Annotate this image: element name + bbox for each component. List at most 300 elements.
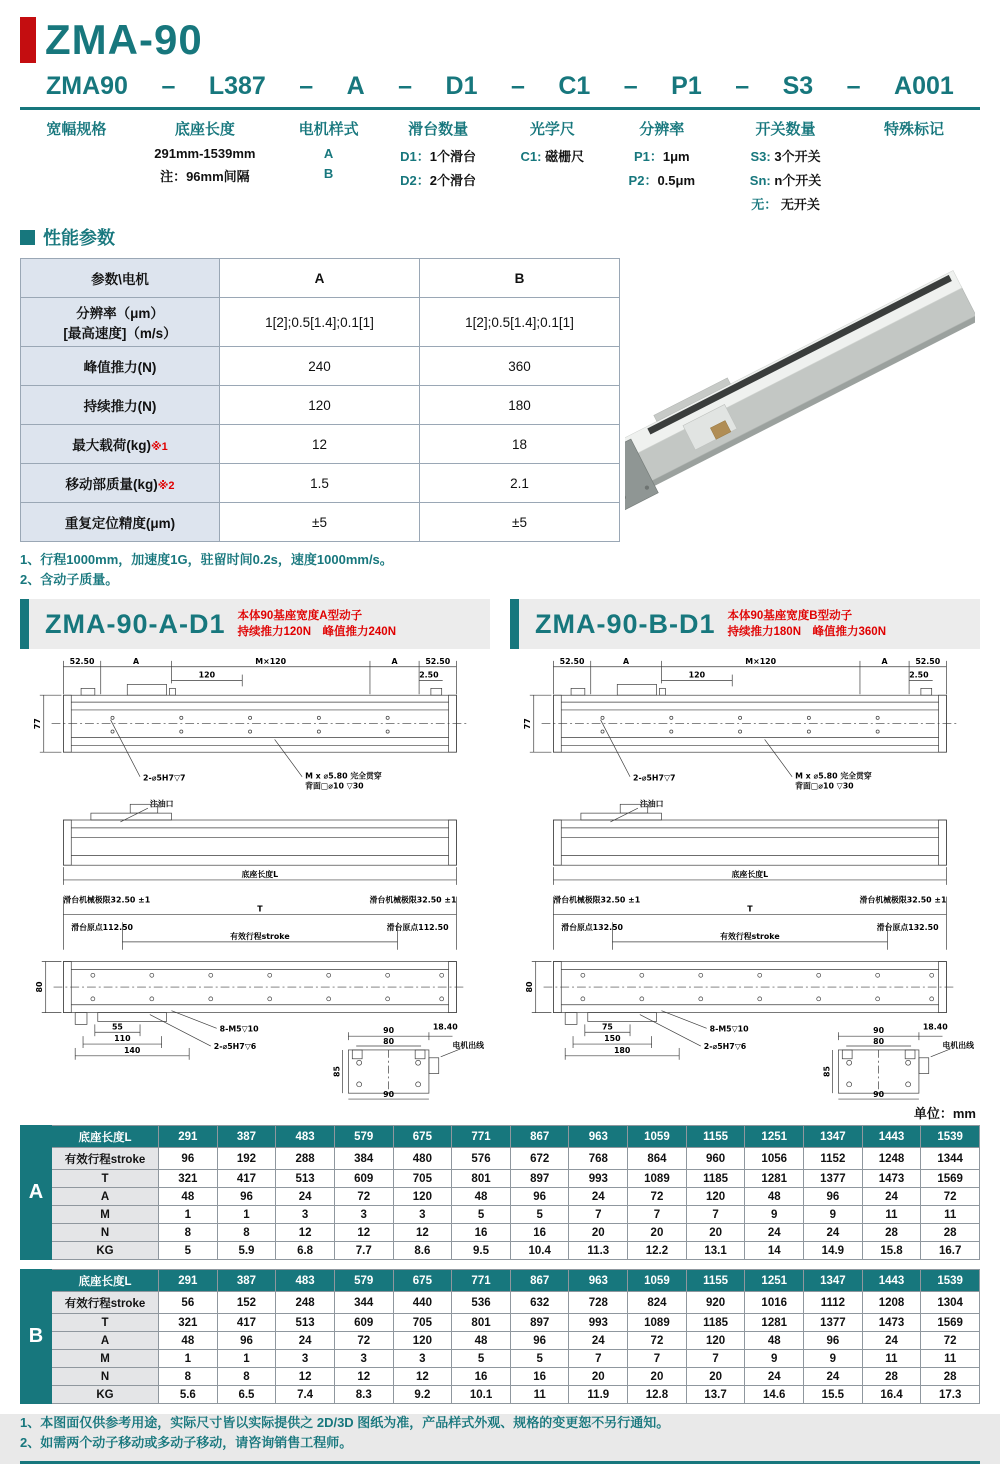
option-column-special [852, 118, 976, 218]
cell-value: 440 [393, 1292, 452, 1314]
cell-value: 5 [510, 1350, 569, 1368]
column-header-value: 963 [569, 1270, 628, 1292]
option-item: P2：0.5μm [628, 173, 696, 188]
column-header-value: 1539 [921, 1126, 980, 1148]
engineering-drawing-b [510, 651, 980, 1103]
option-item: Sn: n个开关 [749, 173, 822, 188]
cell-value: 12.2 [628, 1242, 687, 1260]
cell-value: 8 [217, 1224, 276, 1242]
row-label: 有效行程stroke [52, 1148, 159, 1170]
svg-text:2-⌀5H7▽7: 2-⌀5H7▽7 [142, 773, 186, 783]
table-row [21, 1314, 980, 1332]
option-item: D1：1个滑台 [400, 149, 477, 164]
svg-text:150: 150 [604, 1034, 621, 1044]
square-bullet-icon [20, 230, 35, 245]
perf-value: 1[2];0.5[1.4];0.1[1] [220, 298, 420, 347]
cell-value: 5.9 [217, 1242, 276, 1260]
cell-value: 728 [569, 1292, 628, 1314]
performance-table [20, 258, 620, 542]
svg-text:8-M5▽10: 8-M5▽10 [219, 1024, 259, 1034]
unit-label: 单位：mm [913, 1106, 976, 1121]
perf-header-b: B [420, 259, 620, 298]
code-segment: S3 [782, 72, 814, 100]
column-header-value: 579 [334, 1270, 393, 1292]
svg-text:2.50: 2.50 [419, 670, 439, 680]
cell-value: 24 [276, 1332, 335, 1350]
red-accent-bar [20, 17, 36, 63]
panel-a [20, 599, 490, 1103]
row-label: 有效行程stroke [52, 1292, 159, 1314]
table-row [21, 503, 620, 542]
perf-value: 1[2];0.5[1.4];0.1[1] [420, 298, 620, 347]
cell-value: 1 [217, 1350, 276, 1368]
cell-value: 3 [276, 1350, 335, 1368]
svg-text:滑台机械极限32.50 ±1: 滑台机械极限32.50 ±1 [859, 895, 947, 905]
table-row [21, 1386, 980, 1404]
option-column-width [24, 118, 129, 218]
cell-value: 10.1 [452, 1386, 511, 1404]
svg-text:电机出线: 电机出线 [452, 1040, 484, 1050]
row-label: T [52, 1314, 159, 1332]
cell-value: 248 [276, 1292, 335, 1314]
cell-value: 1152 [804, 1148, 863, 1170]
cell-value: 3 [393, 1350, 452, 1368]
cell-value: 72 [921, 1332, 980, 1350]
cell-value: 1377 [804, 1314, 863, 1332]
code-segment: C1 [558, 72, 591, 100]
table-row [21, 259, 620, 298]
code-separator: – [846, 72, 861, 100]
cell-value: 11.9 [569, 1386, 628, 1404]
cell-value: 8 [159, 1368, 218, 1386]
table-row [21, 1332, 980, 1350]
cell-value: 15.5 [804, 1386, 863, 1404]
cell-value: 9 [745, 1206, 804, 1224]
cell-value: 16 [452, 1368, 511, 1386]
code-separator: – [623, 72, 638, 100]
column-header-value: 1539 [921, 1270, 980, 1292]
cell-value: 20 [628, 1368, 687, 1386]
cell-value: 5.6 [159, 1386, 218, 1404]
cell-value: 7 [686, 1206, 745, 1224]
column-header-value: 675 [393, 1126, 452, 1148]
cell-value: 120 [686, 1332, 745, 1350]
panel-subtitle: 本体90基座宽度A型动子 持续推力120N 峰值推力240N [237, 609, 396, 638]
code-separator: – [299, 72, 314, 100]
cell-value: 24 [862, 1188, 921, 1206]
column-header-value: 1059 [628, 1126, 687, 1148]
cell-value: 48 [745, 1188, 804, 1206]
column-header-value: 387 [217, 1270, 276, 1292]
column-header-value: 483 [276, 1126, 335, 1148]
row-label: M [52, 1350, 159, 1368]
svg-text:A: A [391, 656, 398, 666]
perf-value: 180 [420, 386, 620, 425]
code-segment: D1 [445, 72, 478, 100]
dimension-table-b [20, 1269, 980, 1404]
cell-value: 513 [276, 1170, 335, 1188]
svg-text:滑台原点112.50: 滑台原点112.50 [386, 923, 449, 933]
cell-value: 7 [569, 1350, 628, 1368]
top-view [33, 657, 468, 791]
perf-value: 360 [420, 347, 620, 386]
svg-text:55: 55 [111, 1022, 123, 1032]
option-item: A [323, 146, 334, 161]
cell-value: 20 [569, 1224, 628, 1242]
row-label: 底座长度L [52, 1126, 159, 1148]
cell-value: 1304 [921, 1292, 980, 1314]
panel-title: ZMA-90-A-D1 [45, 608, 226, 639]
svg-text:有效行程stroke: 有效行程stroke [720, 931, 780, 941]
cell-value: 48 [452, 1188, 511, 1206]
cell-value: 72 [628, 1188, 687, 1206]
cell-value: 1185 [686, 1314, 745, 1332]
svg-text:77: 77 [522, 718, 532, 730]
code-separator: – [398, 72, 413, 100]
cell-value: 9 [745, 1350, 804, 1368]
cell-value: 344 [334, 1292, 393, 1314]
actuator-product-image [625, 268, 975, 513]
bottom-view [525, 962, 956, 1060]
table-row [21, 347, 620, 386]
stroke-diagram [553, 895, 946, 950]
cell-value: 576 [452, 1148, 511, 1170]
cell-value: 288 [276, 1148, 335, 1170]
svg-text:2-⌀5H7▽7: 2-⌀5H7▽7 [632, 773, 676, 783]
end-view [333, 1022, 485, 1099]
cell-value: 11 [862, 1206, 921, 1224]
cell-value: 1248 [862, 1148, 921, 1170]
code-separator: – [735, 72, 750, 100]
svg-text:90: 90 [873, 1090, 885, 1100]
option-header: 滑台数量 [408, 121, 469, 138]
svg-text:滑台原点132.50: 滑台原点132.50 [876, 923, 939, 933]
cell-value: 864 [628, 1148, 687, 1170]
code-segment: ZMA90 [46, 72, 128, 100]
cell-value: 7.7 [334, 1242, 393, 1260]
cell-value: 11 [510, 1386, 569, 1404]
svg-text:52.50: 52.50 [69, 656, 95, 666]
option-header: 光学尺 [529, 121, 575, 138]
cell-value: 9.2 [393, 1386, 452, 1404]
engineering-drawing-a [20, 651, 490, 1103]
cell-value: 1089 [628, 1314, 687, 1332]
svg-text:注油口: 注油口 [149, 799, 174, 809]
cell-value: 6.8 [276, 1242, 335, 1260]
panel-b [510, 599, 980, 1103]
row-label: M [52, 1206, 159, 1224]
cell-value: 7 [628, 1206, 687, 1224]
note-line: 1、行程1000mm，加速度1G，驻留时间0.2s，速度1000mm/s。 [20, 552, 393, 567]
cell-value: 417 [217, 1170, 276, 1188]
performance-section-header [20, 224, 980, 250]
option-header: 分辨率 [639, 121, 685, 138]
cell-value: 609 [334, 1314, 393, 1332]
cell-value: 15.8 [862, 1242, 921, 1260]
column-header-value: 1347 [804, 1270, 863, 1292]
cell-value: 801 [452, 1314, 511, 1332]
bottom-view [35, 962, 466, 1060]
cell-value: 8 [217, 1368, 276, 1386]
svg-text:8-M5▽10: 8-M5▽10 [709, 1024, 749, 1034]
table-row [21, 298, 620, 347]
cell-value: 1185 [686, 1170, 745, 1188]
svg-text:90: 90 [383, 1026, 395, 1036]
svg-text:电机出线: 电机出线 [942, 1040, 974, 1050]
cell-value: 1281 [745, 1314, 804, 1332]
row-label: N [52, 1368, 159, 1386]
cell-value: 12 [334, 1368, 393, 1386]
option-header: 电机样式 [298, 121, 359, 138]
svg-text:18.40: 18.40 [922, 1022, 948, 1032]
cell-value: 120 [686, 1188, 745, 1206]
cell-value: 1208 [862, 1292, 921, 1314]
cell-value: 920 [686, 1292, 745, 1314]
svg-text:M x ⌀5.80 完全贯穿: M x ⌀5.80 完全贯穿 [305, 771, 382, 781]
column-header-value: 1443 [862, 1270, 921, 1292]
stroke-diagram [63, 895, 456, 950]
svg-text:A: A [133, 656, 140, 666]
table-row [21, 1206, 980, 1224]
table-row [21, 1368, 980, 1386]
row-label: A [52, 1188, 159, 1206]
cell-value: 5 [159, 1242, 218, 1260]
cell-value: 7.4 [276, 1386, 335, 1404]
column-header-value: 867 [510, 1126, 569, 1148]
cell-value: 5 [510, 1206, 569, 1224]
table-row [21, 425, 620, 464]
svg-text:140: 140 [123, 1045, 141, 1055]
cell-value: 7 [569, 1206, 628, 1224]
cell-value: 48 [745, 1332, 804, 1350]
column-header-value: 579 [334, 1126, 393, 1148]
perf-value: 12 [220, 425, 420, 464]
panel-title: ZMA-90-B-D1 [535, 608, 716, 639]
cell-value: 897 [510, 1314, 569, 1332]
svg-text:有效行程stroke: 有效行程stroke [230, 931, 290, 941]
table-row [21, 1224, 980, 1242]
perf-value: ±5 [420, 503, 620, 542]
cell-value: 3 [393, 1206, 452, 1224]
svg-text:85: 85 [332, 1066, 342, 1078]
cell-value: 1016 [745, 1292, 804, 1314]
cell-value: 632 [510, 1292, 569, 1314]
svg-text:77: 77 [32, 718, 42, 730]
option-item: S3: 3个开关 [750, 149, 821, 164]
cell-value: 96 [159, 1148, 218, 1170]
cell-value: 321 [159, 1170, 218, 1188]
row-label: T [52, 1170, 159, 1188]
column-header-value: 675 [393, 1270, 452, 1292]
column-header-value: 387 [217, 1126, 276, 1148]
svg-text:52.50: 52.50 [425, 656, 451, 666]
option-item: P1：1μm [633, 149, 690, 164]
option-item: D2：2个滑台 [400, 173, 477, 188]
svg-text:120: 120 [198, 670, 216, 680]
perf-value: 2.1 [420, 464, 620, 503]
svg-text:滑台原点132.50: 滑台原点132.50 [561, 923, 624, 933]
model-code [46, 72, 954, 101]
option-header: 开关数量 [755, 121, 816, 138]
cell-value: 24 [569, 1332, 628, 1350]
code-segment: L387 [208, 72, 266, 100]
svg-text:T: T [747, 904, 753, 914]
option-column-scale [500, 118, 605, 218]
cell-value: 17.3 [921, 1386, 980, 1404]
svg-text:注油口: 注油口 [639, 799, 664, 809]
cell-value: 48 [159, 1188, 218, 1206]
column-header-value: 483 [276, 1270, 335, 1292]
drawing-panels [20, 599, 980, 1103]
column-header-value: 1059 [628, 1270, 687, 1292]
cell-value: 16 [452, 1224, 511, 1242]
panel-b-header [510, 599, 980, 649]
column-header-value: 291 [159, 1270, 218, 1292]
top-view [523, 657, 958, 791]
cell-value: 20 [686, 1224, 745, 1242]
perf-header-label: 参数\电机 [21, 259, 220, 298]
cell-value: 536 [452, 1292, 511, 1314]
cell-value: 1 [159, 1350, 218, 1368]
performance-notes [20, 550, 980, 589]
svg-text:90: 90 [383, 1090, 395, 1100]
cell-value: 3 [276, 1206, 335, 1224]
table-row [21, 1170, 980, 1188]
option-header: 底座长度 [174, 121, 235, 138]
cell-value: 3 [334, 1350, 393, 1368]
column-header-value: 771 [452, 1270, 511, 1292]
table-row [21, 1242, 980, 1260]
cell-value: 152 [217, 1292, 276, 1314]
code-segment: A001 [894, 72, 954, 100]
cell-value: 12 [334, 1224, 393, 1242]
cell-value: 72 [628, 1332, 687, 1350]
cell-value: 8.6 [393, 1242, 452, 1260]
panel-subtitle: 本体90基座宽度B型动子 持续推力180N 峰值推力360N [727, 609, 886, 638]
panel-a-header [20, 599, 490, 649]
column-header-value: 963 [569, 1126, 628, 1148]
cell-value: 3 [334, 1206, 393, 1224]
table-row [21, 1350, 980, 1368]
end-view [823, 1022, 975, 1099]
svg-text:2-⌀5H7▽6: 2-⌀5H7▽6 [703, 1041, 747, 1051]
svg-text:90: 90 [873, 1026, 885, 1036]
teal-bar-icon [20, 599, 29, 649]
option-column-resolution [605, 118, 719, 218]
column-header-value: 1155 [686, 1270, 745, 1292]
perf-header-a: A [220, 259, 420, 298]
cell-value: 28 [921, 1368, 980, 1386]
cell-value: 13.7 [686, 1386, 745, 1404]
option-item: C1: 磁栅尺 [520, 149, 585, 164]
column-header-value: 867 [510, 1270, 569, 1292]
svg-text:80: 80 [873, 1037, 885, 1047]
cell-value: 384 [334, 1148, 393, 1170]
cell-value: 1377 [804, 1170, 863, 1188]
cell-value: 1344 [921, 1148, 980, 1170]
page-title: ZMA-90 [45, 16, 203, 63]
svg-text:T: T [257, 904, 263, 914]
cell-value: 609 [334, 1170, 393, 1188]
column-header-value: 1443 [862, 1126, 921, 1148]
cell-value: 96 [510, 1332, 569, 1350]
perf-row-label: 移动部质量(kg)※2 [21, 464, 220, 503]
cell-value: 705 [393, 1170, 452, 1188]
option-item: 注：96mm间隔 [160, 169, 250, 184]
cell-value: 11.3 [569, 1242, 628, 1260]
row-label: N [52, 1224, 159, 1242]
row-label: A [52, 1332, 159, 1350]
cell-value: 24 [745, 1224, 804, 1242]
svg-text:2-⌀5H7▽6: 2-⌀5H7▽6 [213, 1041, 257, 1051]
cell-value: 28 [921, 1224, 980, 1242]
cell-value: 24 [569, 1188, 628, 1206]
dimension-table-a [20, 1125, 980, 1260]
table-group-label: A [21, 1126, 52, 1260]
perf-row-label: 重复定位精度(μm) [21, 503, 220, 542]
svg-text:18.40: 18.40 [432, 1022, 458, 1032]
code-separator: – [161, 72, 176, 100]
note-line: 2、如需两个动子移动或多动子移动，请咨询销售工程师。 [20, 1435, 353, 1451]
cell-value: 1473 [862, 1314, 921, 1332]
cell-value: 14.6 [745, 1386, 804, 1404]
performance-block [20, 258, 980, 542]
cell-value: 960 [686, 1148, 745, 1170]
cell-value: 13.1 [686, 1242, 745, 1260]
row-label: KG [52, 1242, 159, 1260]
footer-notes [20, 1413, 980, 1453]
svg-text:80: 80 [524, 981, 534, 993]
table-row [21, 1292, 980, 1314]
cell-value: 993 [569, 1314, 628, 1332]
svg-text:M×120: M×120 [745, 656, 777, 666]
cell-value: 48 [452, 1332, 511, 1350]
code-segment: A [346, 72, 365, 100]
column-header-value: 291 [159, 1126, 218, 1148]
cell-value: 11 [862, 1350, 921, 1368]
svg-text:底座长度L: 底座长度L [731, 870, 769, 879]
cell-value: 1089 [628, 1170, 687, 1188]
cell-value: 20 [628, 1224, 687, 1242]
cell-value: 1569 [921, 1170, 980, 1188]
svg-text:滑台机械极限32.50 ±1: 滑台机械极限32.50 ±1 [369, 895, 457, 905]
cell-value: 28 [862, 1368, 921, 1386]
teal-divider [20, 107, 980, 110]
cell-value: 11 [921, 1206, 980, 1224]
cell-value: 16.4 [862, 1386, 921, 1404]
option-item: 291mm-1539mm [154, 146, 256, 161]
cell-value: 1569 [921, 1314, 980, 1332]
column-header-value: 1155 [686, 1126, 745, 1148]
cell-value: 96 [217, 1188, 276, 1206]
cell-value: 8 [159, 1224, 218, 1242]
option-item: B [323, 166, 334, 181]
column-header-value: 1251 [745, 1270, 804, 1292]
svg-text:2.50: 2.50 [909, 670, 929, 680]
cell-value: 72 [334, 1188, 393, 1206]
table-group-label: B [21, 1270, 52, 1404]
cell-value: 72 [921, 1188, 980, 1206]
svg-text:80: 80 [34, 981, 44, 993]
side-view [553, 798, 946, 885]
row-label: KG [52, 1386, 159, 1404]
cell-value: 72 [334, 1332, 393, 1350]
svg-text:滑台原点112.50: 滑台原点112.50 [71, 923, 134, 933]
svg-text:A: A [881, 656, 888, 666]
cell-value: 513 [276, 1314, 335, 1332]
table-row [21, 386, 620, 425]
option-column-sliders [376, 118, 500, 218]
